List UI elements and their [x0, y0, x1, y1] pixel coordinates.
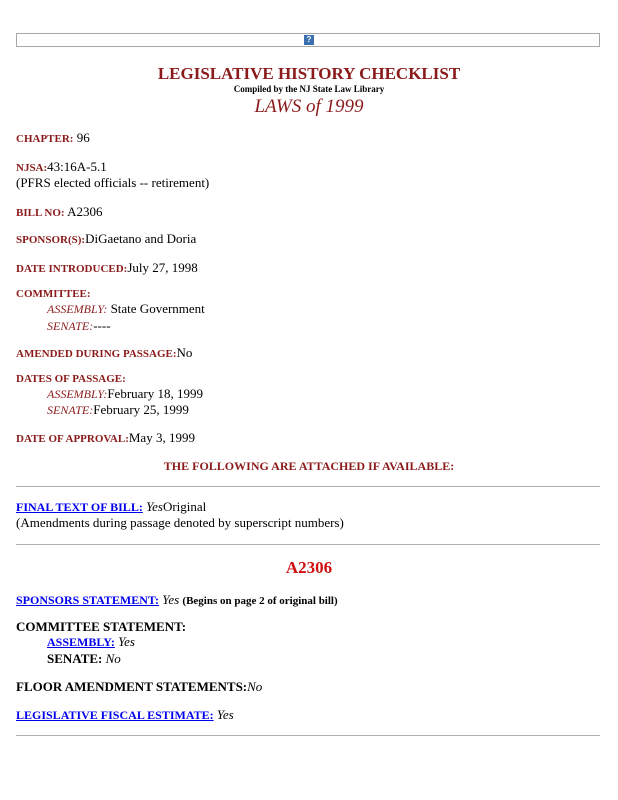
final-text-row [16, 499, 206, 515]
fiscal-estimate-value: Yes [216, 707, 234, 722]
page-title: LEGISLATIVE HISTORY CHECKLIST [157, 64, 461, 83]
dates-of-passage-label: DATES OF PASSAGE: [16, 373, 126, 385]
amended-label: AMENDED DURING PASSAGE: [16, 348, 177, 360]
sponsors-statement-link[interactable]: SPONSORS STATEMENT: [16, 593, 160, 607]
date-introduced-value: July 27, 1998 [127, 260, 198, 275]
top-frame-bar [16, 33, 600, 47]
passage-senate-label: SENATE: [47, 403, 94, 417]
bill-no-field [16, 204, 103, 220]
fiscal-estimate-link[interactable]: LEGISLATIVE FISCAL ESTIMATE: [16, 708, 214, 722]
committee-statement-assembly [47, 634, 135, 650]
committee-statement-assembly-value: Yes [118, 634, 135, 649]
njsa-label: NJSA: [16, 162, 48, 174]
committee-assembly-value: State Government [110, 301, 205, 316]
chapter-label: CHAPTER: [16, 133, 74, 145]
chapter-value: 96 [76, 130, 90, 145]
approval-label: DATE OF APPROVAL: [16, 433, 129, 445]
committee-label: COMMITTEE: [16, 288, 91, 300]
amended-field [16, 345, 192, 361]
date-introduced-field [16, 260, 198, 276]
passage-senate [47, 402, 189, 418]
approval-value: May 3, 1999 [128, 430, 195, 445]
passage-assembly [47, 386, 203, 402]
date-introduced-label: DATE INTRODUCED: [16, 263, 128, 275]
page-subtitle: Compiled by the NJ State Law Library [233, 84, 385, 94]
njsa-field [16, 159, 107, 175]
divider [16, 544, 600, 545]
amended-value: No [176, 345, 193, 360]
floor-amendment-value: No [247, 679, 263, 694]
sponsors-statement-row [16, 592, 338, 608]
njsa-description: (PFRS elected officials -- retirement) [16, 175, 210, 190]
passage-senate-value: February 25, 1999 [93, 402, 189, 417]
attached-heading: THE FOLLOWING ARE ATTACHED IF AVAILABLE: [163, 459, 455, 473]
floor-amendment-label: FLOOR AMENDMENT STATEMENTS: [16, 679, 248, 694]
laws-year-heading: LAWS of 1999 [254, 96, 364, 117]
njsa-value: 43:16A-5.1 [47, 159, 107, 174]
committee-statement-senate-label: SENATE: [47, 651, 103, 666]
committee-senate-label: SENATE: [47, 319, 94, 333]
final-text-value: Original [162, 499, 207, 514]
bill-no-value: A2306 [67, 204, 103, 219]
final-text-yes: Yes [146, 499, 163, 514]
sponsors-field [16, 231, 196, 247]
committee-assembly [47, 301, 205, 317]
sponsors-statement-note: (Begins on page 2 of original bill) [182, 595, 338, 607]
sponsors-statement-yes: Yes [162, 592, 180, 607]
fiscal-estimate-row [16, 707, 234, 723]
floor-amendment-row [16, 679, 262, 695]
committee-statement-assembly-link[interactable]: ASSEMBLY: [47, 635, 115, 649]
bill-no-label: BILL NO: [16, 207, 65, 219]
help-icon[interactable]: ? [304, 35, 314, 45]
divider [16, 735, 600, 736]
committee-senate-value: ---- [93, 318, 111, 333]
chapter-field [16, 130, 90, 146]
final-text-link[interactable]: FINAL TEXT OF BILL: [16, 500, 143, 514]
committee-statement-senate-value: No [105, 651, 121, 666]
committee-statement-label: COMMITTEE STATEMENT: [16, 619, 187, 634]
committee-assembly-label: ASSEMBLY: [47, 302, 108, 316]
committee-statement-senate [47, 651, 121, 667]
committee-senate [47, 318, 111, 334]
bill-heading: A2306 [285, 558, 333, 577]
sponsors-label: SPONSOR(S): [16, 234, 86, 246]
sponsors-value: DiGaetano and Doria [85, 231, 197, 246]
final-text-note: (Amendments during passage denoted by superscript numbers) [16, 515, 344, 530]
approval-field [16, 430, 195, 446]
divider [16, 486, 600, 487]
passage-assembly-label: ASSEMBLY: [47, 387, 108, 401]
passage-assembly-value: February 18, 1999 [107, 386, 203, 401]
